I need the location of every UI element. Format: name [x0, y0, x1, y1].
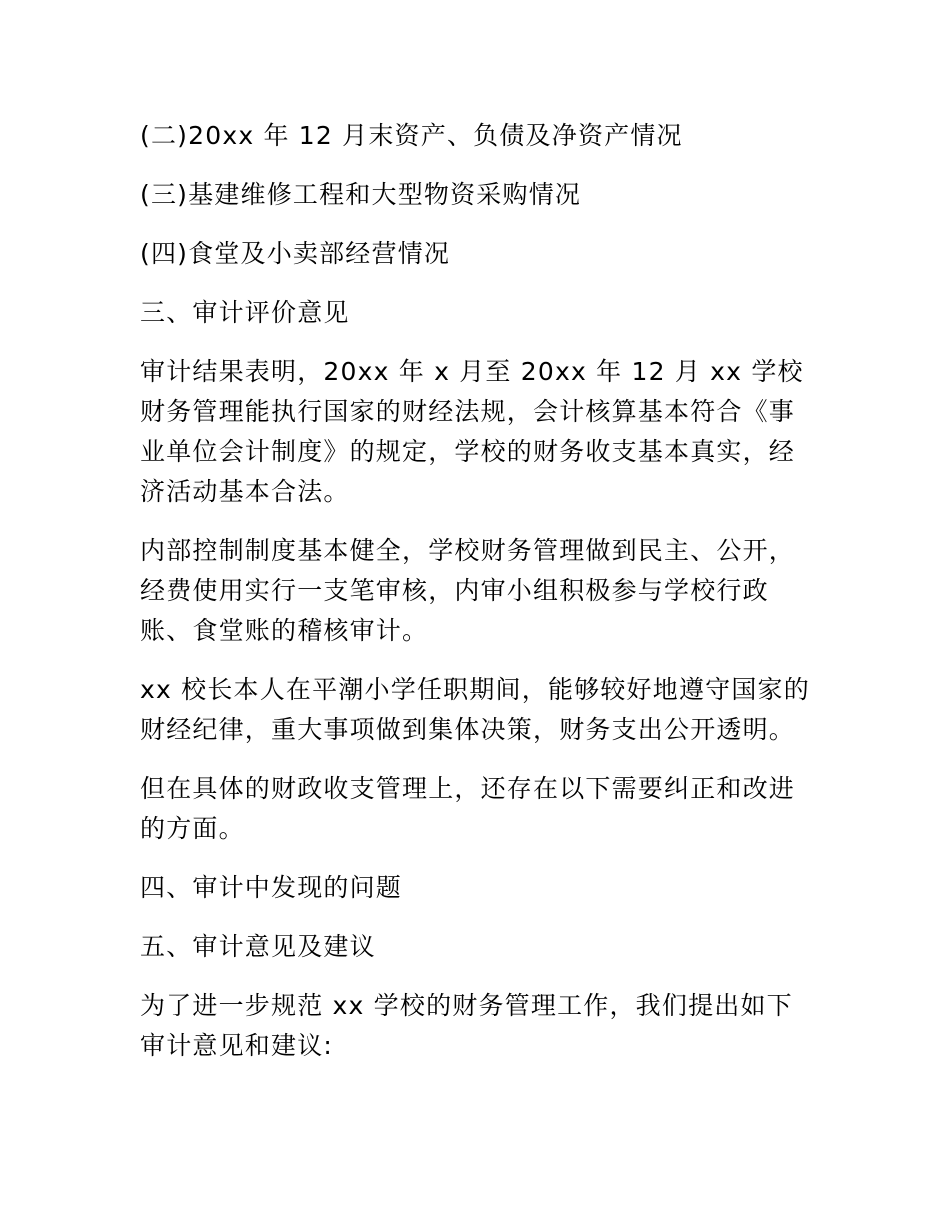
paragraph-section-2-3: (三)基建维修工程和大型物资采购情况: [140, 180, 582, 209]
paragraph-principal: xx 校长本人在平潮小学任职期间，能够较好地遵守国家的财经纪律，重大事项做到集体决策，财务支出公开透明。: [140, 675, 810, 744]
paragraph-section-2-4: (四)食堂及小卖部经营情况: [140, 239, 451, 268]
paragraph-improvement: 但在具体的财政收支管理上，还存在以下需要纠正和改进的方面。: [140, 774, 796, 843]
paragraph-section-2-2: (二)20xx 年 12 月末资产、负债及净资产情况: [140, 121, 683, 150]
heading-section-5: 五、审计意见及建议: [140, 932, 376, 961]
heading-section-3: 三、审计评价意见: [140, 298, 350, 327]
document-body: [140, 116, 812, 1085]
paragraph-audit-result: 审计结果表明，20xx 年 x 月至 20xx 年 12 月 xx 学校财务管理能执行国家的财经法规，会计核算基本符合《事业单位会计制度》的规定，学校的财务收支基本真实，经济活动基本合法。: [140, 357, 804, 506]
heading-section-4: 四、审计中发现的问题: [140, 873, 403, 902]
paragraph-suggestions: 为了进一步规范 xx 学校的财务管理工作，我们提出如下审计意见和建议:: [140, 991, 793, 1060]
paragraph-internal-control: 内部控制制度基本健全，学校财务管理做到民主、公开，经费使用实行一支笔审核，内审小组积极参与学校行政账、食堂账的稽核审计。: [140, 536, 796, 645]
